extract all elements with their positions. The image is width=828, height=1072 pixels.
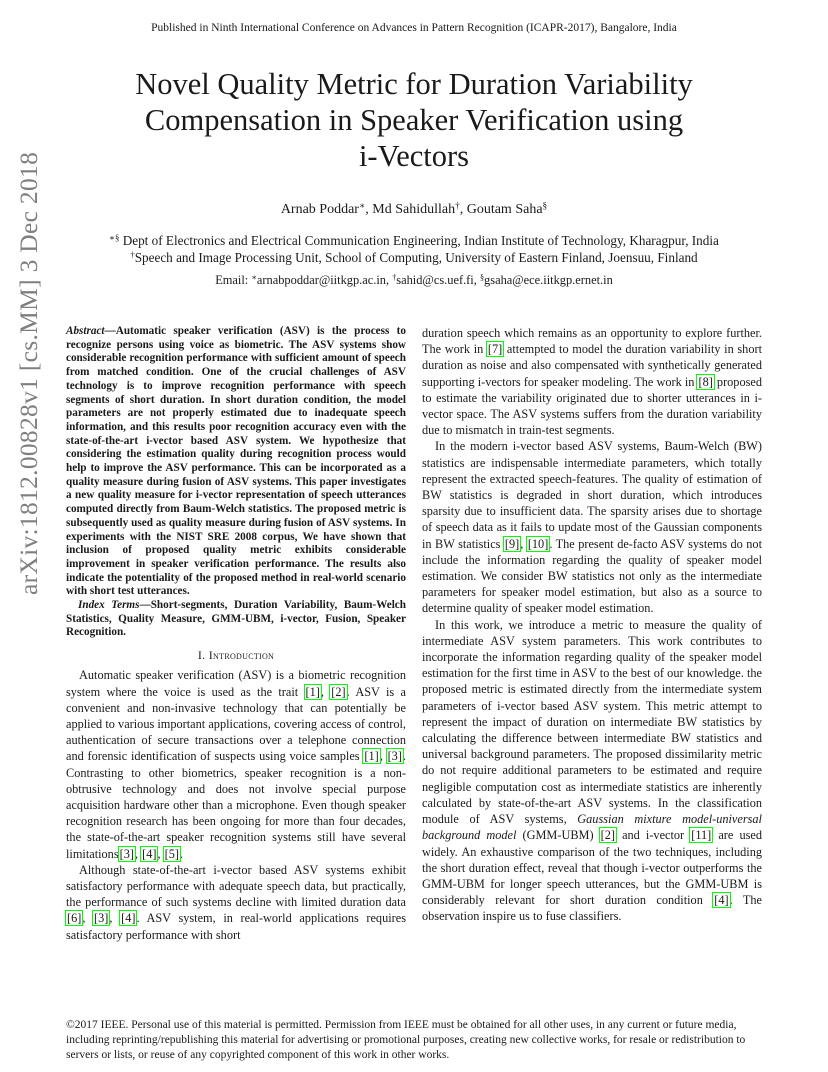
- abstract-lead: Abstract: [66, 325, 105, 337]
- paper-title: [80, 66, 748, 174]
- paragraph: [66, 667, 406, 861]
- email-address[interactable]: gsaha@ece.iitkgp.ernet.in: [484, 273, 613, 287]
- title-line: i-Vectors: [358, 139, 470, 173]
- email-address[interactable]: arnabpoddar@iitkgp.ac.in,: [256, 273, 393, 287]
- text-run: . Contrasting to other biometrics, speaker recognition is a non-obtrusive technology and does not involve special purpose acquisition hardware other than a microphone. Even though speaker recognition research has been ongoing for more than four decades, the state-of-the-art speaker recognition systems still have several limitations: [66, 749, 406, 861]
- citation-link[interactable]: [10]: [527, 536, 549, 551]
- citation-link[interactable]: [3]: [119, 846, 134, 861]
- citation-link[interactable]: [8]: [698, 374, 713, 389]
- index-terms: [66, 599, 406, 640]
- left-column: [66, 325, 406, 943]
- text-run: and i-vector: [615, 828, 691, 843]
- citation-link[interactable]: [2]: [600, 828, 615, 843]
- author-mark: ∗: [358, 200, 366, 211]
- citation-link[interactable]: [2]: [331, 684, 346, 699]
- citation-link[interactable]: [3]: [94, 911, 109, 926]
- section-number: I.: [197, 648, 209, 663]
- citation-link[interactable]: [7]: [487, 342, 503, 357]
- text-run: Automatic speaker verification (ASV) is a biometric recognition system where the voice is used as the trait: [66, 668, 406, 699]
- affiliation-line: [0, 250, 828, 267]
- text-run: . The observation inspire us to fuse classifiers.: [422, 893, 762, 924]
- text-run: are used widely. An exhaustive comparison of the two techniques, including the short duration effect, reveal that though i-vector outperforms the GMM-UBM for longer speech utterances, but the GMM-UBM is considerably relevant for short duration condition: [422, 828, 762, 908]
- title-line: Novel Quality Metric for Duration Variability: [135, 67, 693, 101]
- author-separator: ,: [459, 202, 467, 217]
- affiliations: [0, 233, 828, 266]
- text-run: ,: [109, 911, 121, 926]
- paragraph: [422, 325, 762, 438]
- text-run: .: [179, 846, 184, 861]
- affiliation-text: Speech and Image Processing Unit, School of Computing, University of Eastern Finland, Joensuu, Finland: [134, 249, 698, 265]
- text-run: ,: [379, 749, 387, 764]
- author-name: Goutam Saha: [466, 202, 543, 217]
- text-run: (GMM-UBM): [516, 828, 600, 843]
- email-mark: ∗: [251, 272, 257, 282]
- text-run: ,: [134, 846, 142, 861]
- text-run: ,: [320, 684, 331, 699]
- title-line: Compensation in Speaker Verification using: [144, 103, 684, 137]
- paragraph: [66, 862, 406, 943]
- text-run: ,: [520, 536, 527, 551]
- text-run: . ASV is a convenient and non-invasive technology that can potentially be applied to various important applications, covering access of control, authentication of secure transactions over a telephone connection and forensic identification of suspects using voice samples: [66, 684, 406, 764]
- affiliation-text: Dept of Electronics and Electrical Communication Engineering, Indian Institute of Technology, Kharagpur, India: [119, 233, 719, 248]
- citation-link[interactable]: [6]: [67, 911, 82, 926]
- citation-link[interactable]: [11]: [691, 828, 712, 843]
- affiliation-mark: †: [130, 249, 135, 260]
- section-title: Introduction: [208, 648, 275, 663]
- arxiv-identifier[interactable]: arXiv:1812.00828v1 [cs.MM] 3 Dec 2018: [14, 151, 43, 595]
- citation-link[interactable]: [4]: [142, 846, 157, 861]
- index-terms-lead: Index Terms: [78, 599, 140, 612]
- citation-link[interactable]: [4]: [714, 893, 729, 908]
- affiliation-line: [0, 233, 828, 250]
- citation-link[interactable]: [5]: [164, 846, 179, 861]
- citation-link[interactable]: [1]: [364, 749, 379, 764]
- paragraph: [422, 438, 762, 616]
- copyright-footer: ©2017 IEEE. Personal use of this material is permitted. Permission from IEEE must be obtained for all other uses, in any current or future media, including reprinting/republishing this material for advertising or promotional purposes, creating new collective works, for resale or redistribution to servers or lists, or reuse of any copyrighted component of this work in other works.: [66, 1019, 746, 1061]
- email-line: [0, 273, 828, 288]
- text-run: attempted to model the duration variability in short duration as noise and also compensated with synthetically generated supporting i-vectors for speaker modeling. The work in: [422, 342, 762, 389]
- email-label: Email:: [215, 273, 252, 287]
- section-heading: [66, 647, 406, 663]
- author-mark: §: [542, 200, 548, 211]
- text-run: proposed to estimate the variability originated due to shorter utterances in i-vector space. The ASV systems suffers from the duration variability due to mismatch in train-test segments.: [422, 374, 762, 438]
- paragraph: [422, 617, 762, 925]
- emphasis-text: Gaussian mixture model-universal background model: [422, 812, 762, 843]
- text-run: ,: [157, 846, 164, 861]
- abstract: [66, 325, 406, 599]
- citation-link[interactable]: [1]: [305, 684, 320, 699]
- abstract-text: —Automatic speaker verification (ASV) is the process to recognize persons using voice as biometric. The ASV systems show considerable recognition performance with sufficient amount of speech from matched condition. One of the crucial challenges of ASV technology is to improve recognition performance with speech segments of short duration. In short duration condition, the model parameters are not properly estimated due to inadequate speech information, and this results poor recognition accuracy even with the state-of-the-art i-vector based ASV system. We hypothesize that considering the estimation quality during recognition process would help to improve the ASV performance. This can be incorporated as a quality measure during fusion of ASV systems. This paper investigates a new quality measure for i-vector representation of speech utterances computed directly from Baum-Welch statistics. The proposed metric is subsequently used as quality measure during fusion of ASV systems. In experiments with the NIST SRE 2008 corpus, We have shown that inclusion of proposed quality metric exhibits considerable improvement in speaker verification performance. The results also indicate the potentiality of the proposed method in real-world scenario with short test utterances.: [66, 325, 406, 598]
- email-mark: §: [479, 272, 485, 282]
- author-list: [0, 202, 828, 218]
- text-run: duration speech which remains as an opportunity to explore further. The work in: [422, 326, 762, 357]
- citation-link[interactable]: [3]: [387, 749, 402, 764]
- text-run: . The present de-facto ASV systems do not include the information regarding the quality of speaker model estimation. We consider BW statistics not only as the intermediate parameters for speaker model estimation, but also as a source to determine quality of speaker model estimation.: [422, 536, 762, 616]
- author-mark: †: [455, 200, 460, 211]
- email-mark: †: [392, 272, 397, 282]
- index-terms-text: —Short-segments, Duration Variability, Baum-Welch Statistics, Quality Measure, GMM-UBM, i-vector, Fusion, Speaker Recognition.: [66, 599, 406, 639]
- author-separator: ,: [365, 202, 373, 217]
- right-column: [422, 325, 762, 925]
- text-run: ,: [82, 911, 94, 926]
- text-run: In this work, we introduce a metric to measure the quality of intermediate ASV system parameters. This work contributes to incorporate the information regarding quality of the speaker model estimation for the first time in ASV to the best of our knowledge. the proposed metric is estimated directly from the intermediate system parameters of i-vector based ASV system. This metric attempt to represent the impact of duration on intermediate BW statistics by calculating the difference between intermediate BW statistics and universal background parameters. The proposed dissimilarity metric do not require additional parameters to be estimated and require negligible computation cost as intermediate statistics are inherently calculated by state-of-the-art ASV systems. In the classification module of ASV systems,: [422, 617, 762, 827]
- citation-link[interactable]: [9]: [504, 536, 520, 551]
- text-run: Although state-of-the-art i-vector based ASV systems exhibit satisfactory performance with adequate speech data, but practically, the performance of such systems decline with limited duration data: [66, 862, 406, 910]
- citation-link[interactable]: [4]: [121, 911, 136, 926]
- email-address[interactable]: sahid@cs.uef.fi,: [396, 273, 480, 287]
- affiliation-mark: ∗§: [109, 232, 120, 243]
- text-run: In the modern i-vector based ASV systems, Baum-Welch (BW) statistics are indispensable intermediate parameters, which totally represent the extracted speech-features. The quality of estimation of BW statistics is degraded in short duration, which introduces sparsity due to insufficient data. The sparsity arises due to shortage of speech data as it fails to update most of the Gaussian components in BW statistics: [422, 439, 762, 551]
- author-name: Arnab Poddar: [280, 202, 359, 217]
- text-run: . ASV system, in real-world applications requires satisfactory performance with short: [66, 911, 406, 942]
- publication-note: Published in Ninth International Conference on Advances in Pattern Recognition (ICAPR-2017), Bangalore, India: [151, 22, 677, 34]
- author-name: Md Sahidullah: [372, 202, 456, 217]
